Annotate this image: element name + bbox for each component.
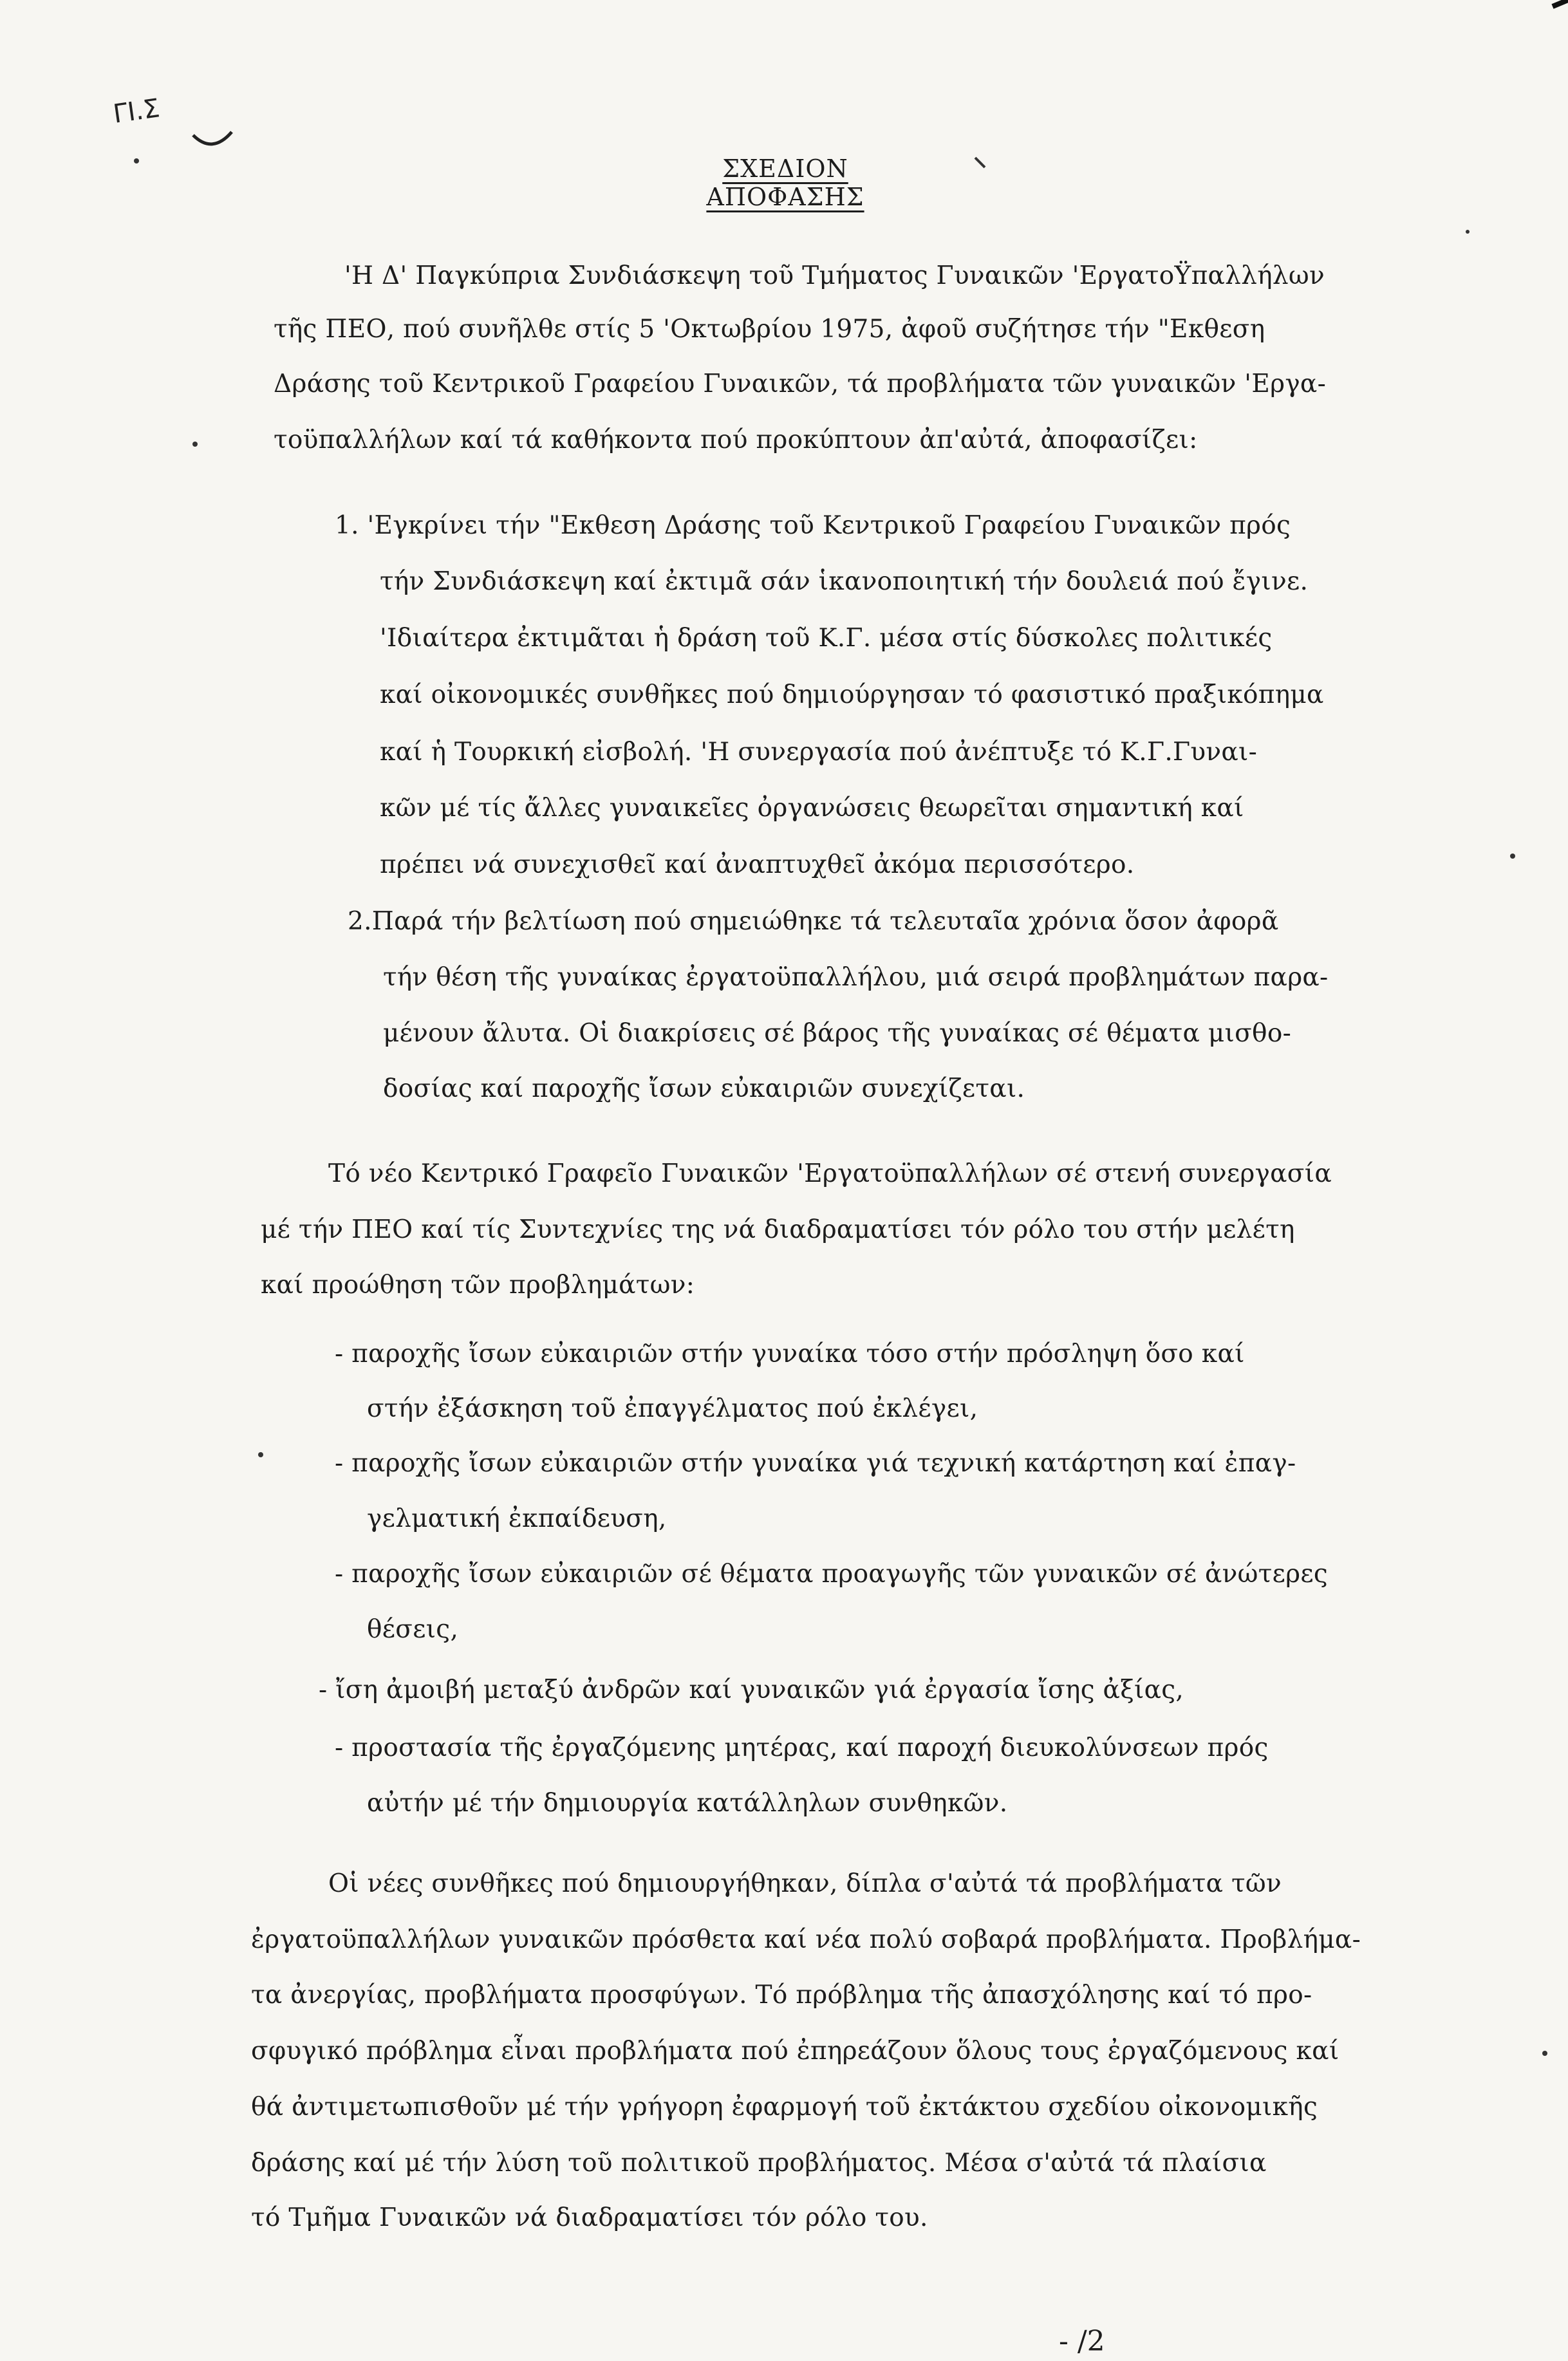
corner-stroke-mark <box>193 132 232 144</box>
document-title: ΣΧΕΔΙΟΝ ΑΠΟΦΑΣΗΣ <box>706 154 864 211</box>
scan-stroke <box>1553 0 1568 6</box>
scan-dot <box>1542 2051 1547 2056</box>
para4-line-5: θά ἀντιμετωπισθοῦν μέ τήν γρήγορη ἐφαρμογή τοῦ ἐκτάκτου σχεδίου οἰκονομικῆς <box>251 2093 1318 2122</box>
scan-dot <box>258 1452 263 1457</box>
scan-stroke <box>975 158 985 167</box>
para4-line-3: τα ἀνεργίας, προβλήματα προσφύγων. Τό πρόβλημα τῆς ἀπασχόλησης καί τό προ- <box>251 1981 1312 2010</box>
bullet-2-line-2: γελματική ἐκπαίδευση, <box>367 1504 667 1533</box>
point1-line-6: κῶν μέ τίς ἄλλες γυναικεῖες ὀργανώσεις θεωρεῖται σημαντική καί <box>380 794 1244 823</box>
point2-line-3: μένουν ἄλυτα. Οἱ διακρίσεις σέ βάρος τῆς γυναίκας σέ θέματα μισθο- <box>383 1019 1292 1048</box>
para3-line-2: μέ τήν ΠΕΟ καί τίς Συντεχνίες της νά διαδραματίσει τόν ρόλο του στήν μελέτη <box>261 1215 1295 1244</box>
point1-line-4: καί οἰκονομικές συνθῆκες πού δημιούργησαν τό φασιστικό πραξικόπημα <box>380 680 1324 709</box>
bullet-1-line-2: στήν ἐξάσκηση τοῦ ἐπαγγέλματος πού ἐκλέγει, <box>367 1394 978 1423</box>
para4-line-6: δράσης καί μέ τήν λύση τοῦ πολιτικοῦ προβλήματος. Μέσα σ'αὐτά τά πλαίσια <box>251 2149 1267 2178</box>
bullet-5-line-1: - προστασία τῆς ἐργαζόμενης μητέρας, καί παροχή διευκολύνσεων πρός <box>335 1733 1269 1762</box>
scan-dot <box>1510 854 1515 859</box>
bullet-2-line-1: - παροχῆς ἴσων εὐκαιριῶν στήν γυναίκα γιά τεχνική κατάρτηση καί ἐπαγ- <box>335 1449 1296 1478</box>
bullet-4-line-1: - ἴση ἀμοιβή μεταξύ ἀνδρῶν καί γυναικῶν γιά ἐργασία ἴσης ἀξίας, <box>319 1675 1184 1704</box>
intro-line-1: 'Η Δ' Παγκύπρια Συνδιάσκεψη τοῦ Τμήματος Γυναικῶν 'ΕργατοΫπαλλήλων <box>344 261 1325 290</box>
bullet-3-line-1: - παροχῆς ἴσων εὐκαιριῶν σέ θέματα προαγωγῆς τῶν γυναικῶν σέ ἀνώτερες <box>335 1560 1328 1589</box>
para4-line-2: ἐργατοϋπαλλήλων γυναικῶν πρόσθετα καί νέα πολύ σοβαρά προβλήματα. Προβλήμα- <box>251 1925 1361 1954</box>
para3-line-1: Τό νέο Κεντρικό Γραφεῖο Γυναικῶν 'Εργατοϋπαλλήλων σέ στενή συνεργασία <box>328 1159 1332 1188</box>
intro-line-4: τοϋπαλλήλων καί τά καθήκοντα πού προκύπτουν ἀπ'αὐτά, ἀποφασίζει: <box>274 425 1198 454</box>
intro-line-3: Δράσης τοῦ Κεντρικοῦ Γραφείου Γυναικῶν, τά προβλήματα τῶν γυναικῶν 'Εργα- <box>274 369 1327 398</box>
para3-line-3: καί προώθηση τῶν προβλημάτων: <box>261 1271 695 1300</box>
point2-line-2: τήν θέση τῆς γυναίκας ἐργατοϋπαλλήλου, μιά σειρά προβλημάτων παρα- <box>383 963 1329 992</box>
point1-line-7: πρέπει νά συνεχισθεῖ καί ἀναπτυχθεῖ ἀκόμα περισσότερο. <box>380 850 1135 879</box>
point2-line-1: 2.Παρά τήν βελτίωση πού σημειώθηκε τά τελευταῖα χρόνια ὅσον ἀφορᾶ <box>348 907 1279 936</box>
para4-line-7: τό Τμῆμα Γυναικῶν νά διαδραματίσει τόν ρόλο του. <box>251 2203 928 2232</box>
point2-line-4: δοσίας καί παροχῆς ἴσων εὐκαιριῶν συνεχίζεται. <box>383 1074 1025 1103</box>
scan-dot <box>134 158 139 163</box>
bullet-5-line-2: αὐτήν μέ τήν δημιουργία κατάλληλων συνθηκῶν. <box>367 1789 1008 1818</box>
corner-handwritten-mark: ΓΙ.Σ <box>111 93 162 129</box>
intro-line-2: τῆς ΠΕΟ, πού συνῆλθε στίς 5 'Οκτωβρίου 1975, ἀφοῦ συζήτησε τήν "Εκθεση <box>274 315 1265 344</box>
point1-line-5: καί ἡ Τουρκική εἰσβολή. 'Η συνεργασία πού ἀνέπτυξε τό Κ.Γ.Γυναι- <box>380 738 1258 767</box>
page-number: - /2 <box>1059 2325 1105 2358</box>
point1-line-1: 1. 'Εγκρίνει τήν "Εκθεση Δράσης τοῦ Κεντρικοῦ Γραφείου Γυναικῶν πρός <box>335 511 1291 540</box>
para4-line-1: Οἱ νέες συνθῆκες πού δημιουργήθηκαν, δίπλα σ'αὐτά τά προβλήματα τῶν <box>328 1869 1282 1898</box>
scan-dot <box>1466 230 1470 234</box>
bullet-3-line-2: θέσεις, <box>367 1615 459 1644</box>
point1-line-3: 'Ιδιαίτερα ἐκτιμᾶται ἡ δράση τοῦ Κ.Γ. μέσα στίς δύσκολες πολιτικές <box>380 624 1273 653</box>
point1-line-2: τήν Συνδιάσκεψη καί ἐκτιμᾶ σάν ἱκανοποιητική τήν δουλειά πού ἔγινε. <box>380 567 1309 596</box>
para4-line-4: σφυγικό πρόβλημα εἶναι προβλήματα πού ἐπηρεάζουν ὅλους τους ἐργαζόμενους καί <box>251 2037 1339 2066</box>
scan-dot <box>192 442 198 447</box>
bullet-1-line-1: - παροχῆς ἴσων εὐκαιριῶν στήν γυναίκα τόσο στήν πρόσληψη ὅσο καί <box>335 1339 1245 1368</box>
